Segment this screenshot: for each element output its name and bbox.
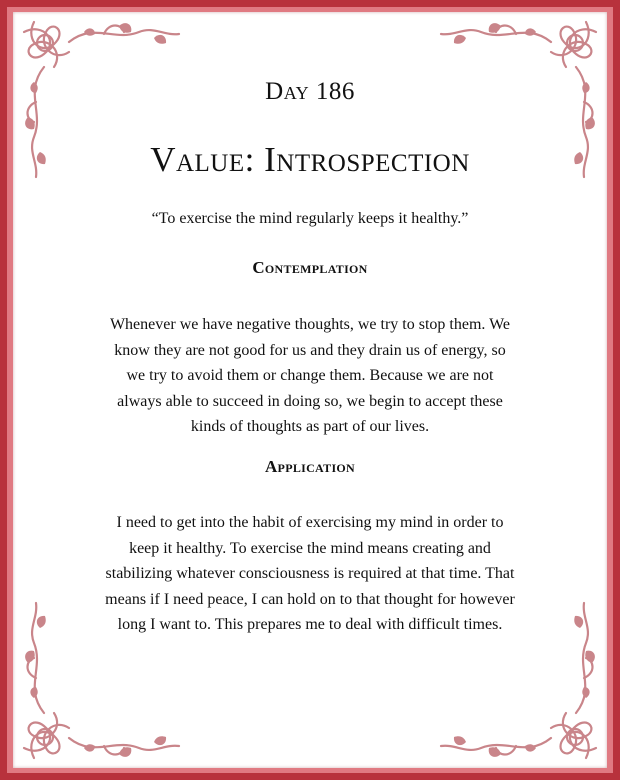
paragraph-line: always able to succeed in doing so, we begin to accept these xyxy=(117,392,503,410)
paragraph-line: I need to get into the habit of exercising my mind in order to xyxy=(116,514,504,531)
application-heading: Application xyxy=(264,457,356,476)
day-number: Day 186 xyxy=(265,78,355,105)
quote: “To exercise the mind regularly keeps it healthy.” xyxy=(151,210,469,227)
paragraph-line: know they are not good for us and they drain us of energy, so xyxy=(114,341,506,359)
contemplation-paragraph xyxy=(40,312,580,440)
page-title: Value: Introspection xyxy=(150,140,470,179)
paragraph-line: stabilizing whatever consciousness is required at that time. That xyxy=(105,565,515,582)
contemplation-heading: Contemplation xyxy=(252,258,368,277)
paragraph-line: we try to avoid them or change them. Because we are not xyxy=(126,367,494,384)
paragraph-line: Whenever we have negative thoughts, we try to stop them. We xyxy=(109,316,511,333)
application-paragraph xyxy=(40,510,580,638)
paragraph-line: means if I need peace, I can hold on to that thought for however xyxy=(105,590,515,608)
paragraph-line: kinds of thoughts as part of our lives. xyxy=(190,418,430,435)
paragraph-line: keep it healthy. To exercise the mind means creating and xyxy=(129,539,491,557)
paragraph-line: long I want to. This prepares me to deal with difficult times. xyxy=(117,616,503,633)
